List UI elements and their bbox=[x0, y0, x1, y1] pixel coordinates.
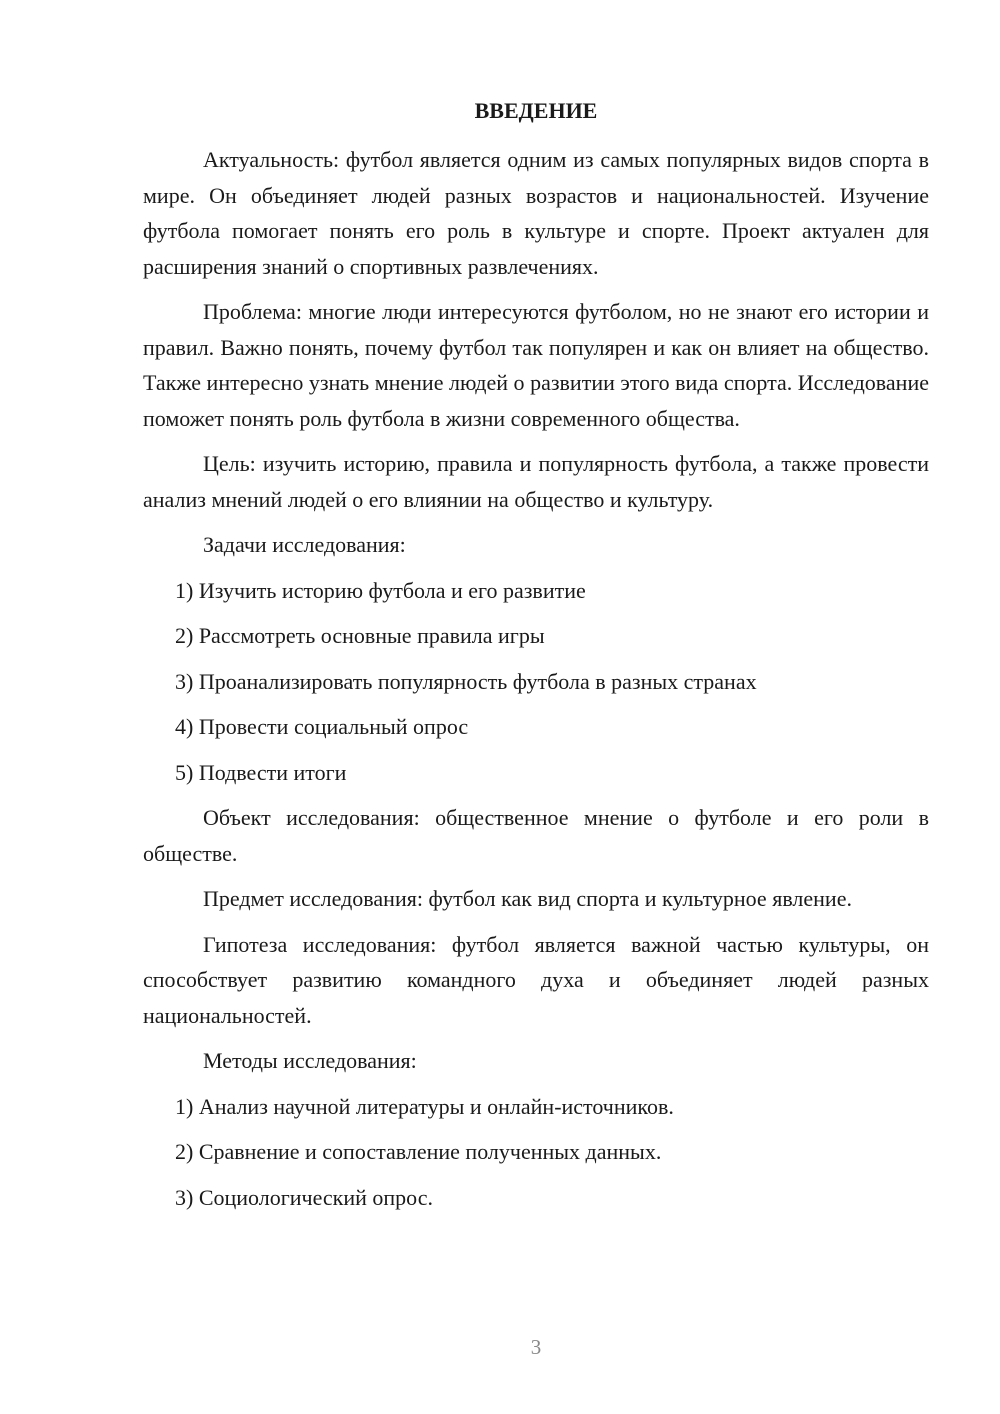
methods-heading: Методы исследования: bbox=[203, 1048, 417, 1073]
tasks-heading: Задачи исследования: bbox=[203, 532, 406, 557]
object-paragraph: Объект исследования: общественное мнение о футболе и его роли в обществе. bbox=[143, 805, 929, 866]
page-title: ВВЕДЕНИЕ bbox=[474, 98, 598, 123]
list-item: 1) Изучить историю футбола и его развитие bbox=[175, 577, 586, 603]
relevance-paragraph: Актуальность: футбол является одним из самых популярных видов спорта в мире. Он объединяет людей разных возрастов и национальностей. Изучение футбола помогает понять его роль в культуре и спорте. Проект актуален для расширения знаний о спортивных развлечениях. bbox=[143, 147, 929, 279]
tasks-list bbox=[143, 573, 929, 791]
list-item: 4) Провести социальный опрос bbox=[175, 714, 469, 739]
list-item: 1) Анализ научной литературы и онлайн-источников. bbox=[175, 1093, 674, 1119]
document-body bbox=[143, 142, 929, 1225]
list-item: 2) Рассмотреть основные правила игры bbox=[175, 623, 545, 648]
list-item: 3) Проанализировать популярность футбола в разных странах bbox=[175, 668, 757, 694]
document-page bbox=[143, 0, 929, 1414]
hypothesis-paragraph: Гипотеза исследования: футбол является важной частью культуры, он способствует развитию командного духа и объединяет людей разных национальностей. bbox=[143, 931, 929, 1028]
page-number: 3 bbox=[530, 1335, 542, 1359]
list-item: 5) Подвести итоги bbox=[175, 759, 347, 785]
problem-paragraph: Проблема: многие люди интересуются футболом, но не знают его истории и правил. Важно понять, почему футбол так популярен и как он влияет на общество. Также интересно узнать мнение людей о развитии этого вида спорта. Исследование поможет понять роль футбола в жизни современного общества. bbox=[143, 299, 929, 431]
methods-list bbox=[143, 1089, 929, 1216]
list-item: 3) Социологический опрос. bbox=[175, 1184, 433, 1210]
goal-paragraph: Цель: изучить историю, правила и популярность футбола, а также провести анализ мнений людей о его влиянии на общество и культуру. bbox=[143, 451, 929, 512]
list-item: 2) Сравнение и сопоставление полученных данных. bbox=[175, 1139, 662, 1164]
subject-paragraph: Предмет исследования: футбол как вид спорта и культурное явление. bbox=[203, 886, 852, 911]
